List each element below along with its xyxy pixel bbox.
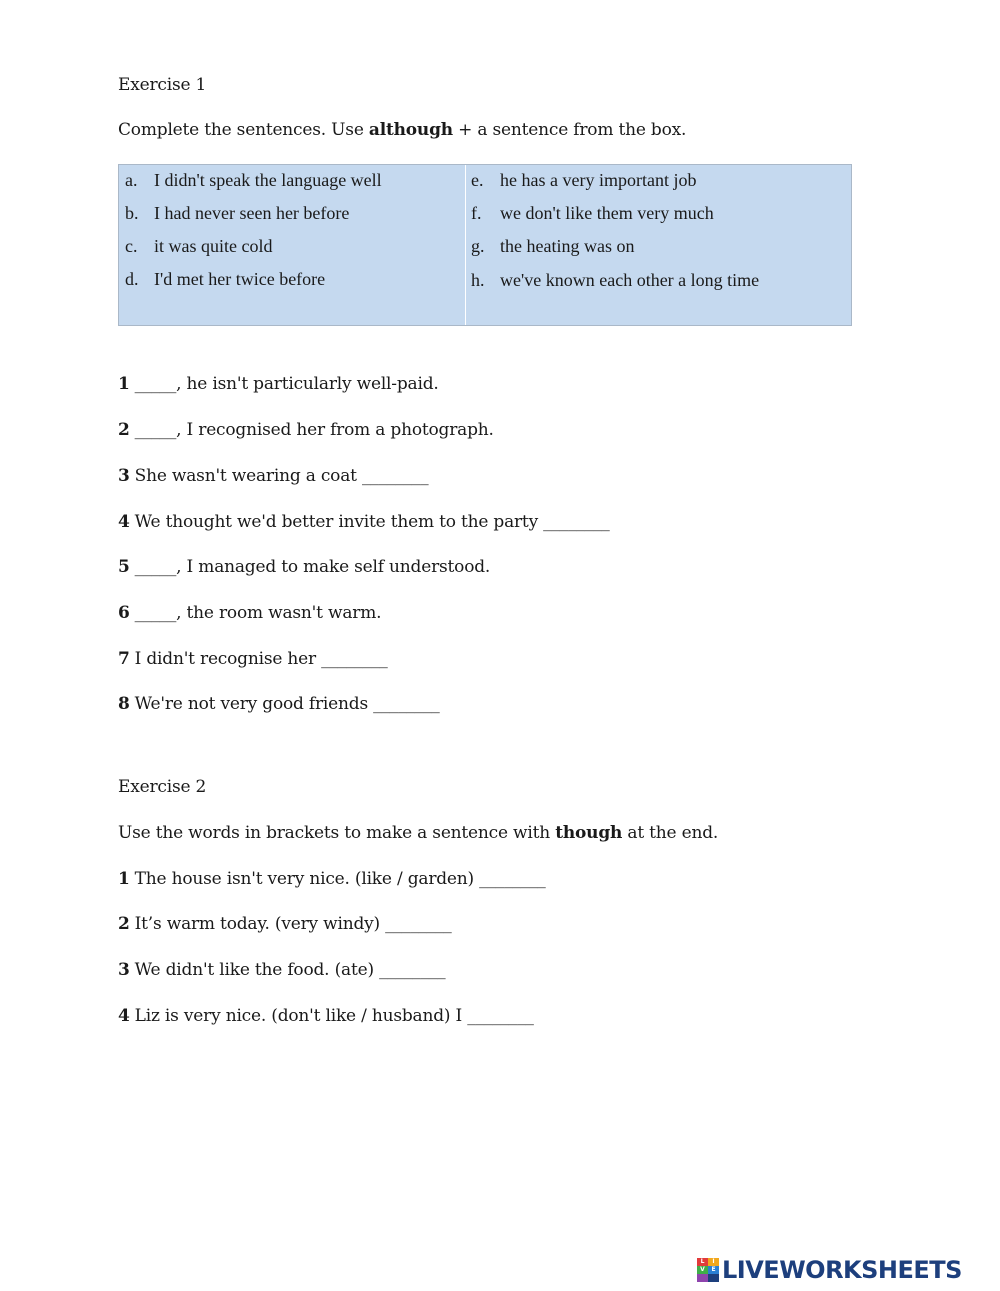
- box-option: e. he has a very important job: [471, 170, 697, 190]
- box-option: f. we don't like them very much: [471, 203, 714, 223]
- keyword-though: though: [555, 823, 623, 843]
- box-option: d. I'd met her twice before: [125, 269, 326, 289]
- exercise1-item[interactable]: 1 _____, he isn't particularly well-paid.: [118, 374, 439, 394]
- instruction-text: at the end.: [622, 823, 719, 843]
- exercise2-item[interactable]: 3 We didn't like the food. (ate) ________: [118, 960, 446, 980]
- exercise2-title: Exercise 2: [118, 777, 207, 797]
- exercise1-item[interactable]: 4 We thought we'd better invite them to the party ________: [118, 512, 610, 532]
- exercise1-title: Exercise 1: [118, 75, 207, 95]
- exercise1-instruction: [118, 120, 686, 140]
- exercise1-item[interactable]: 8 We're not very good friends ________: [118, 694, 440, 714]
- logo-text: LIVEWORKSHEETS: [722, 1256, 962, 1284]
- liveworksheets-logo: [697, 1256, 962, 1284]
- exercise2-instruction: [118, 823, 718, 843]
- exercise2-item[interactable]: 2 It’s warm today. (very windy) ________: [118, 914, 452, 934]
- instruction-text: Complete the sentences. Use: [118, 120, 369, 140]
- exercise1-item[interactable]: 6 _____, the room wasn't warm.: [118, 603, 382, 623]
- exercise2-item[interactable]: 1 The house isn't very nice. (like / garden) ________: [118, 869, 546, 889]
- exercise1-item[interactable]: 5 _____, I managed to make self understood.: [118, 557, 491, 577]
- box-option: g. the heating was on: [471, 236, 635, 256]
- instruction-text: + a sentence from the box.: [452, 120, 687, 140]
- box-option: b. I had never seen her before: [125, 203, 350, 223]
- box-divider: [465, 165, 466, 325]
- sentence-box: [118, 164, 852, 326]
- box-option: h. we've known each other a long time: [471, 270, 760, 290]
- exercise1-item[interactable]: 3 She wasn't wearing a coat ________: [118, 466, 429, 486]
- instruction-text: Use the words in brackets to make a sentence with: [118, 823, 556, 843]
- exercise1-item[interactable]: 2 _____, I recognised her from a photograph.: [118, 420, 494, 440]
- box-option: a. I didn't speak the language well: [125, 170, 382, 190]
- box-option: c. it was quite cold: [125, 236, 273, 256]
- keyword-although: although: [368, 120, 453, 140]
- exercise2-item[interactable]: 4 Liz is very nice. (don't like / husband) I ________: [118, 1006, 534, 1026]
- exercise1-item[interactable]: 7 I didn't recognise her ________: [118, 649, 388, 669]
- liveworksheets-logo-icon: L I V E: [697, 1258, 719, 1282]
